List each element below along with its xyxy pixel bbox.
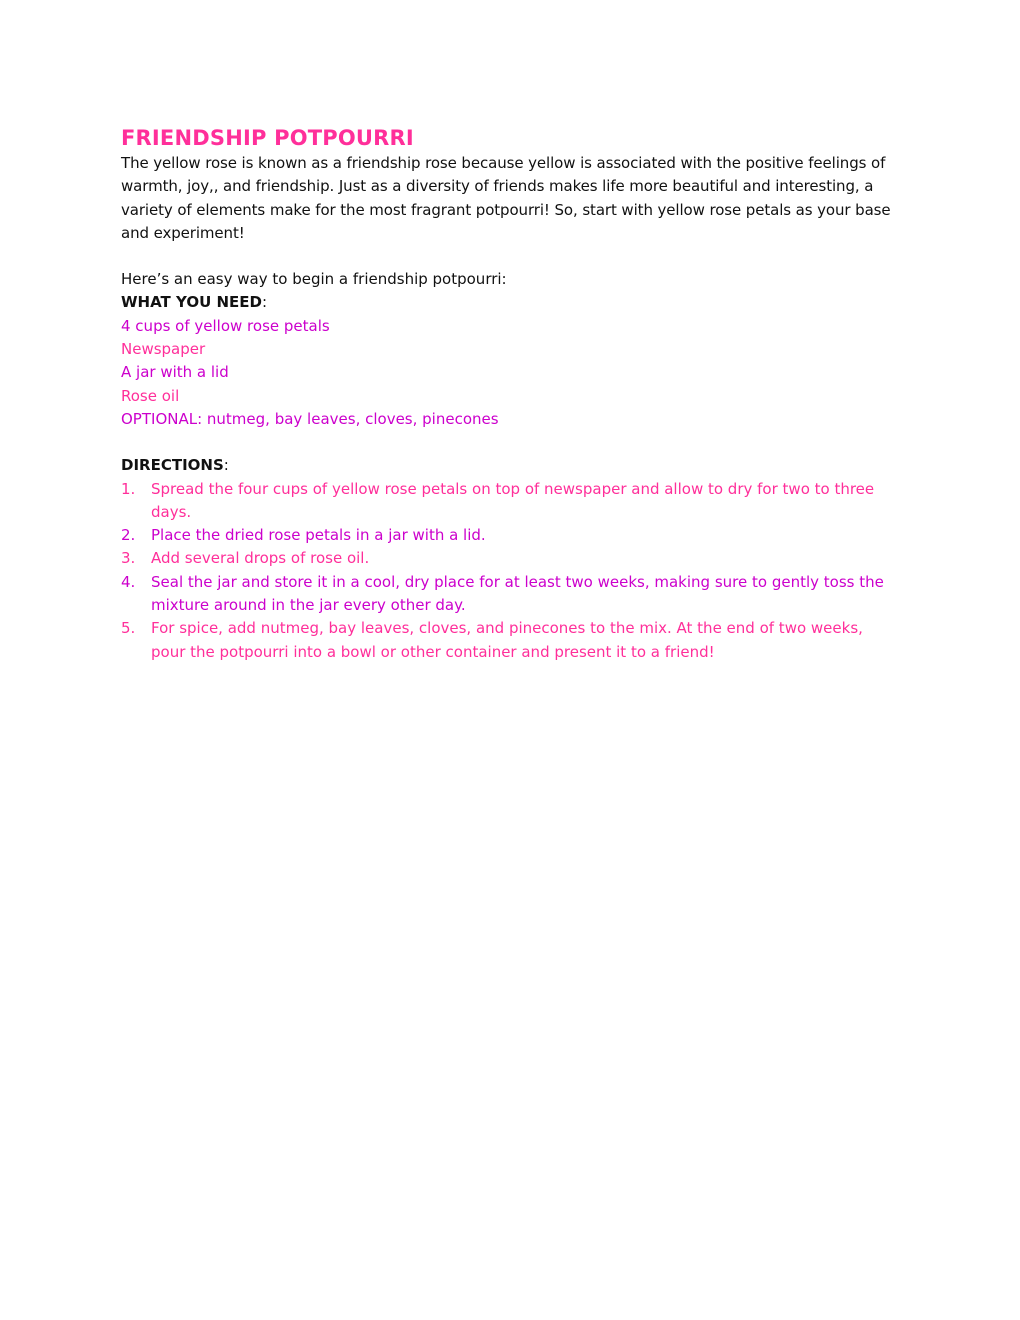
step-number: 1. <box>121 479 136 498</box>
directions-list <box>121 478 901 664</box>
need-heading: WHAT YOU NEED <box>121 293 262 312</box>
need-heading-line <box>121 291 901 314</box>
direction-step <box>121 547 901 570</box>
need-item-optional: OPTIONAL: nutmeg, bay leaves, cloves, pinecones <box>121 409 499 428</box>
spacer <box>121 245 901 268</box>
directions-heading: DIRECTIONS <box>121 456 224 475</box>
step-text: Place the dried rose petals in a jar with a lid. <box>151 526 486 545</box>
step-text: Seal the jar and store it in a cool, dry place for at least two weeks, making sure to gently toss the mixture around in the jar every other day. <box>151 572 884 615</box>
step-text: For spice, add nutmeg, bay leaves, cloves, and pinecones to the mix. At the end of two weeks, pour the potpourri into a bowl or other container and present it to a friend! <box>151 619 863 661</box>
need-item-newspaper: Newspaper <box>121 340 206 359</box>
document-page <box>121 124 901 664</box>
need-item-rose-petals: 4 cups of yellow rose petals <box>121 316 330 335</box>
direction-step <box>121 617 901 664</box>
step-number: 4. <box>121 572 136 591</box>
need-item-jar: A jar with a lid <box>121 363 229 382</box>
step-number: 3. <box>121 549 136 568</box>
step-number: 2. <box>121 526 136 545</box>
step-text: Spread the four cups of yellow rose petals on top of newspaper and allow to dry for two to three days. <box>151 479 875 521</box>
direction-step <box>121 524 901 547</box>
direction-step <box>121 571 901 618</box>
need-colon: : <box>261 293 268 312</box>
directions-heading-line <box>121 454 901 477</box>
lead-line: Here’s an easy way to begin a friendship potpourri: <box>121 270 507 289</box>
direction-step <box>121 478 901 525</box>
need-item-rose-oil: Rose oil <box>121 386 180 405</box>
spacer <box>121 431 901 454</box>
directions-colon: : <box>223 456 229 475</box>
step-text: Add several drops of rose oil. <box>151 549 370 568</box>
intro-paragraph: The yellow rose is known as a friendship rose because yellow is associated with the positive feelings of warmth, joy,, and friendship. Just as a diversity of friends makes life more beautiful and interesting, a variety of elements make for the most fragrant potpourri! So, start with yellow rose petals as your base and experiment! <box>121 154 891 242</box>
step-number: 5. <box>121 619 136 638</box>
page-title: FRIENDSHIP POTPOURRI <box>121 126 414 150</box>
